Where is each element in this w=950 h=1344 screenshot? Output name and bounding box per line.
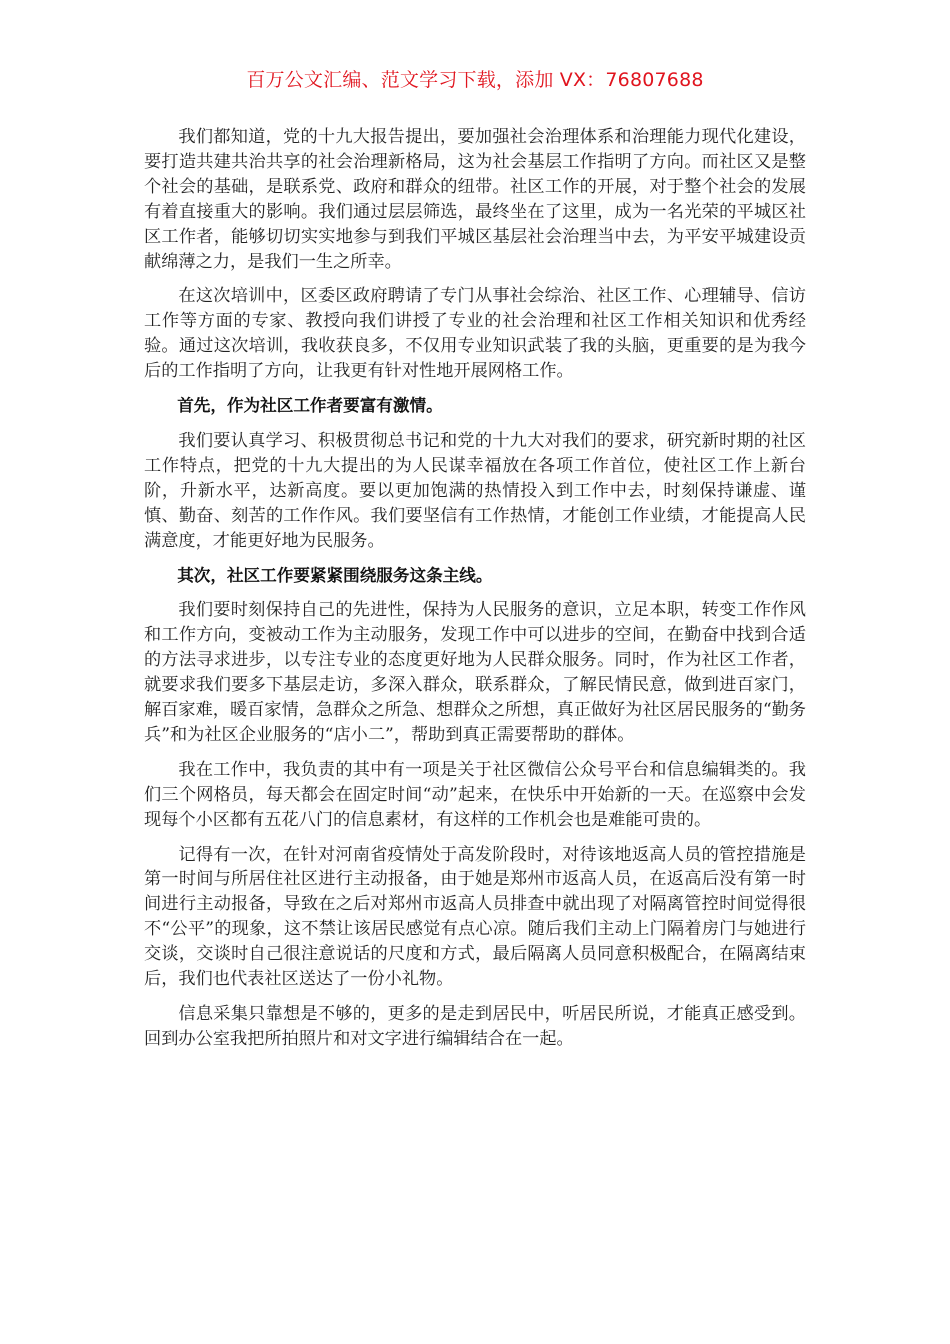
paragraph-training: 在这次培训中，区委区政府聘请了专门从事社会综治、社区工作、心理辅导、信访工作等方面的专家、教授向我们讲授了专业的社会治理和社区工作相关知识和优秀经验。通过这次培训，我收获良多，不仅用专业知识武装了我的头脑，更重要的是为我今后的工作指明了方向，让我更有针对性地开展网格工作。 xyxy=(144,286,806,382)
paragraph-epidemic-story: 记得有一次，在针对河南省疫情处于高发阶段时，对待该地返高人员的管控措施是第一时间与所居住社区进行主动报备，由于她是郑州市返高人员，在返高后没有第一时间进行主动报备，导致在之后对郑州市返高人员排查中就出现了对隔离管控时间觉得很不“公平”的现象，这不禁让该居民感觉有点心凉。随后我们主动上门隔着房门与她进行交谈，交谈时自己很注意说话的尺度和方式，最后隔离人员同意积极配合，在隔离结束后，我们也代表社区送达了一份小礼物。 xyxy=(144,844,806,990)
heading-passion: 首先，作为社区工作者要富有激情。 xyxy=(177,396,443,416)
paragraph-intro: 我们都知道，党的十九大报告提出，要加强社会治理体系和治理能力现代化建设，要打造共建共治共享的社会治理新格局，这为社会基层工作指明了方向。而社区又是整个社会的基础，是联系党、政府和群众的纽带。社区工作的开展，对于整个社会的发展有着直接重大的影响。我们通过层层筛选，最终坐在了这里，成为一名光荣的平城区社区工作者，能够切切实实地参与到我们平城区基层社会治理当中去，为平安平城建设贡献绵薄之力，是我们一生之所幸。 xyxy=(144,127,806,272)
promo-banner: 百万公文汇编、范文学习下载，添加 VX：76807688 xyxy=(246,69,704,91)
document-body xyxy=(144,125,806,1062)
paragraph-passion: 我们要认真学习、积极贯彻总书记和党的十九大对我们的要求，研究新时期的社区工作特点，把党的十九大提出的为人民谋幸福放在各项工作首位，使社区工作上新台阶，升新水平，达新高度。要以更加饱满的热情投入到工作中去，时刻保持谦虚、谨慎、勤奋、刻苦的工作作风。我们要坚信有工作热情，才能创工作业绩，才能提高人民满意度，才能更好地为民服务。 xyxy=(144,430,806,551)
paragraph-wechat-work: 我在工作中，我负责的其中有一项是关于社区微信公众号平台和信息编辑类的。我们三个网格员，每天都会在固定时间“动”起来，在快乐中开始新的一天。在巡察中会发现每个小区都有五花八门的信息素材，有这样的工作机会也是难能可贵的。 xyxy=(144,759,806,830)
paragraph-service: 我们要时刻保持自己的先进性，保持为人民服务的意识，立足本职，转变工作作风和工作方向，变被动工作为主动服务，发现工作中可以进步的空间，在勤奋中找到合适的方法寻求进步，以专注专业的态度更好地为人民群众服务。同时，作为社区工作者，就要求我们要多下基层走访，多深入群众，联系群众，了解民情民意，做到进百家门，解百家难，暖百家情，急群众之所急、想群众之所想，真正做好为社区居民服务的“勤务兵”和为社区企业服务的“店小二”，帮助到真正需要帮助的群体。 xyxy=(144,600,806,745)
paragraph-info-collection: 信息采集只靠想是不够的，更多的是走到居民中，听居民所说，才能真正感受到。回到办公室我把所拍照片和对文字进行编辑结合在一起。 xyxy=(144,1004,806,1049)
heading-service: 其次，社区工作要紧紧围绕服务这条主线。 xyxy=(177,565,493,585)
